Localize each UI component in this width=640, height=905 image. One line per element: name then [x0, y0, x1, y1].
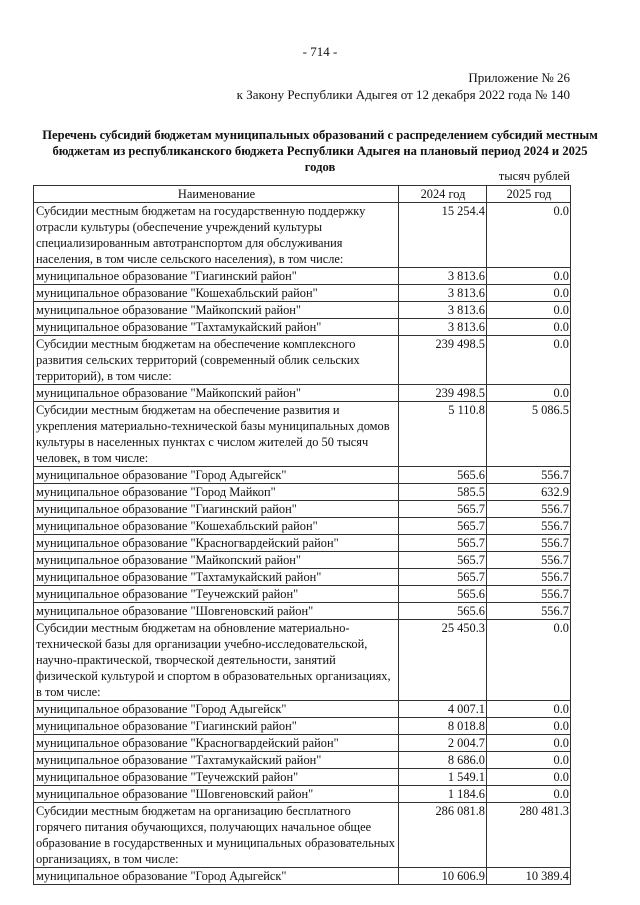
value-2025: 10 389.4 — [487, 868, 571, 885]
table-row — [34, 586, 571, 603]
value-2024: 25 450.3 — [399, 620, 487, 701]
row-name: муниципальное образование "Красногвардейский район" — [34, 735, 399, 752]
document-title: Перечень субсидий бюджетам муниципальных образований с распределением субсидий местным бюджетам из республиканского бюджета Республики Адыгея на плановый период 2024 и 2025 годов — [42, 128, 598, 174]
row-name: муниципальное образование "Город Адыгейск" — [34, 467, 399, 484]
value-2025: 0.0 — [487, 718, 571, 735]
value-2024: 565.7 — [399, 569, 487, 586]
row-name: муниципальное образование "Теучежский район" — [34, 586, 399, 603]
value-2024: 10 606.9 — [399, 868, 487, 885]
header-name: Наименование — [34, 186, 399, 203]
value-2025: 280 481.3 — [487, 803, 571, 868]
value-2024: 585.5 — [399, 484, 487, 501]
value-2024: 565.7 — [399, 535, 487, 552]
value-2024: 565.7 — [399, 518, 487, 535]
table-row — [34, 620, 571, 701]
value-2024: 4 007.1 — [399, 701, 487, 718]
table-row — [34, 786, 571, 803]
row-name: муниципальное образование "Город Адыгейск" — [34, 701, 399, 718]
value-2025: 556.7 — [487, 586, 571, 603]
row-name: муниципальное образование "Кошехабльский район" — [34, 285, 399, 302]
row-name: муниципальное образование "Город Адыгейск" — [34, 868, 399, 885]
table-row — [34, 501, 571, 518]
row-name: муниципальное образование "Теучежский район" — [34, 769, 399, 786]
table-row — [34, 518, 571, 535]
row-name: муниципальное образование "Майкопский район" — [34, 385, 399, 402]
row-name: муниципальное образование "Красногвардейский район" — [34, 535, 399, 552]
row-name: муниципальное образование "Кошехабльский район" — [34, 518, 399, 535]
row-name: муниципальное образование "Гиагинский район" — [34, 268, 399, 285]
table-row — [34, 268, 571, 285]
value-2024: 3 813.6 — [399, 268, 487, 285]
value-2024: 8 686.0 — [399, 752, 487, 769]
row-name: муниципальное образование "Майкопский район" — [34, 302, 399, 319]
row-name: муниципальное образование "Шовгеновский район" — [34, 603, 399, 620]
row-name: муниципальное образование "Гиагинский район" — [34, 501, 399, 518]
value-2025: 0.0 — [487, 302, 571, 319]
table-header-row — [34, 186, 571, 203]
table-row — [34, 552, 571, 569]
row-name: муниципальное образование "Город Майкоп" — [34, 484, 399, 501]
value-2025: 0.0 — [487, 769, 571, 786]
value-2025: 0.0 — [487, 752, 571, 769]
row-name: муниципальное образование "Гиагинский район" — [34, 718, 399, 735]
value-2024: 286 081.8 — [399, 803, 487, 868]
value-2025: 556.7 — [487, 535, 571, 552]
row-name: Субсидии местным бюджетам на обновление материально-технической базы для организации учебно-исследовательской, научно-практической, творческой деятельности, занятий физической культурой и спортом в образовательных организациях, в том числе: — [34, 620, 399, 701]
row-name: Субсидии местным бюджетам на обеспечение комплексного развития сельских территорий (современный облик сельских территорий), в том числе: — [34, 336, 399, 385]
value-2025: 0.0 — [487, 385, 571, 402]
table-row — [34, 285, 571, 302]
units-label: тысяч рублей — [498, 169, 570, 183]
table-row — [34, 402, 571, 467]
row-name: Субсидии местным бюджетам на обеспечение развития и укрепления материально-технической базы муниципальных домов культуры в населенных пунктах с числом жителей до 50 тысяч человек, в том числе: — [34, 402, 399, 467]
value-2025: 632.9 — [487, 484, 571, 501]
value-2024: 15 254.4 — [399, 203, 487, 268]
value-2025: 0.0 — [487, 285, 571, 302]
header-2025: 2025 год — [487, 186, 571, 203]
value-2024: 565.7 — [399, 552, 487, 569]
subsidies-table — [33, 185, 571, 885]
table-row — [34, 603, 571, 620]
table-row — [34, 701, 571, 718]
value-2024: 8 018.8 — [399, 718, 487, 735]
value-2024: 239 498.5 — [399, 385, 487, 402]
value-2025: 0.0 — [487, 319, 571, 336]
table-row — [34, 868, 571, 885]
row-name: муниципальное образование "Тахтамукайский район" — [34, 319, 399, 336]
row-name: муниципальное образование "Тахтамукайский район" — [34, 569, 399, 586]
value-2024: 565.6 — [399, 467, 487, 484]
page-number: - 714 - — [302, 44, 338, 59]
value-2025: 0.0 — [487, 701, 571, 718]
table-row — [34, 535, 571, 552]
value-2025: 0.0 — [487, 786, 571, 803]
row-name: Субсидии местным бюджетам на организацию бесплатного горячего питания обучающихся, получающих начальное общее образование в государственных и муниципальных образовательных организациях, в том числе: — [34, 803, 399, 868]
table-row — [34, 569, 571, 586]
header-2024: 2024 год — [399, 186, 487, 203]
value-2025: 5 086.5 — [487, 402, 571, 467]
table-row — [34, 336, 571, 385]
appendix-number: Приложение № 26 — [468, 70, 570, 85]
table-row — [34, 803, 571, 868]
table-row — [34, 769, 571, 786]
value-2024: 1 549.1 — [399, 769, 487, 786]
value-2024: 2 004.7 — [399, 735, 487, 752]
row-name: муниципальное образование "Майкопский район" — [34, 552, 399, 569]
table-row — [34, 319, 571, 336]
value-2024: 565.7 — [399, 501, 487, 518]
value-2024: 1 184.6 — [399, 786, 487, 803]
appendix-law-reference: к Закону Республики Адыгея от 12 декабря 2022 года № 140 — [236, 87, 570, 102]
value-2025: 0.0 — [487, 268, 571, 285]
value-2025: 0.0 — [487, 620, 571, 701]
value-2024: 239 498.5 — [399, 336, 487, 385]
value-2025: 556.7 — [487, 569, 571, 586]
value-2024: 565.6 — [399, 603, 487, 620]
value-2025: 556.7 — [487, 467, 571, 484]
value-2025: 0.0 — [487, 336, 571, 385]
value-2024: 565.6 — [399, 586, 487, 603]
value-2024: 5 110.8 — [399, 402, 487, 467]
row-name: муниципальное образование "Шовгеновский район" — [34, 786, 399, 803]
value-2025: 0.0 — [487, 735, 571, 752]
value-2025: 556.7 — [487, 603, 571, 620]
row-name: Субсидии местным бюджетам на государственную поддержку отрасли культуры (обеспечение учреждений культуры специализированным автотранспортом для обслуживания населения, в том числе сельского населения), в том числе: — [34, 203, 399, 268]
table-row — [34, 484, 571, 501]
value-2025: 556.7 — [487, 518, 571, 535]
table-row — [34, 467, 571, 484]
value-2025: 556.7 — [487, 501, 571, 518]
table-row — [34, 752, 571, 769]
value-2025: 556.7 — [487, 552, 571, 569]
table-row — [34, 302, 571, 319]
value-2024: 3 813.6 — [399, 302, 487, 319]
table-row — [34, 718, 571, 735]
value-2024: 3 813.6 — [399, 319, 487, 336]
value-2024: 3 813.6 — [399, 285, 487, 302]
table-row — [34, 203, 571, 268]
row-name: муниципальное образование "Тахтамукайский район" — [34, 752, 399, 769]
value-2025: 0.0 — [487, 203, 571, 268]
table-row — [34, 735, 571, 752]
table-row — [34, 385, 571, 402]
